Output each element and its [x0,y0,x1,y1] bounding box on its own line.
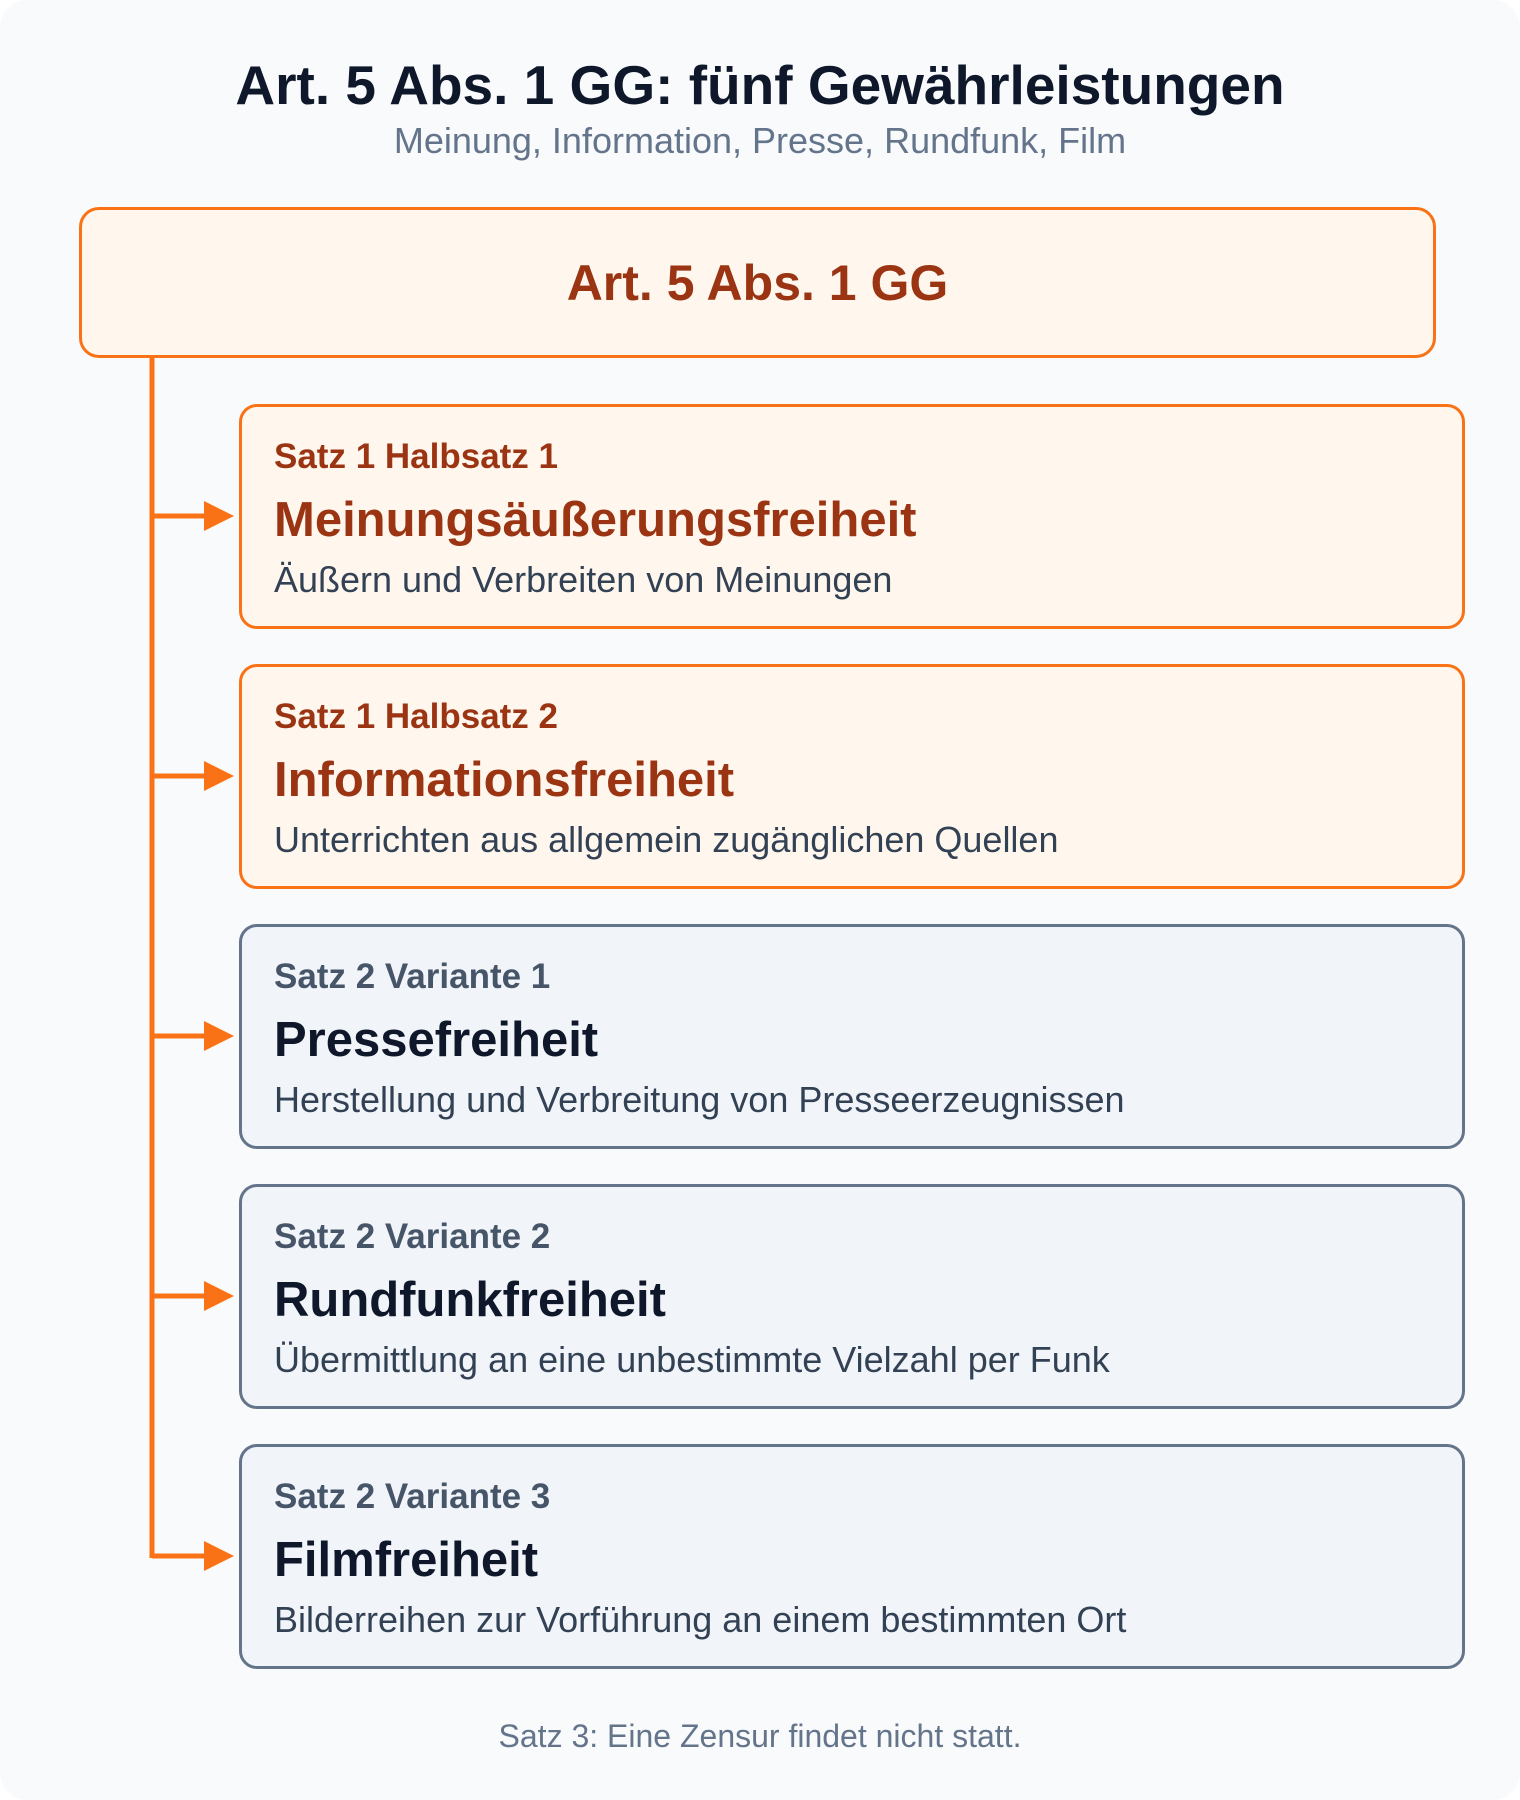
arrowhead-icon [204,1541,234,1571]
root-node [79,207,1436,358]
guarantee-reference: Satz 1 Halbsatz 1 [274,437,558,476]
guarantee-reference: Satz 1 Halbsatz 2 [274,697,558,736]
guarantee-reference: Satz 2 Variante 1 [274,957,551,996]
diagram-title: Art. 5 Abs. 1 GG: fünf Gewährleistungen [235,54,1285,116]
guarantee-name: Filmfreiheit [274,1533,539,1587]
arrowhead-icon [204,1281,234,1311]
guarantee-name: Meinungsäußerungsfreiheit [274,493,917,547]
guarantee-description: Äußern und Verbreiten von Meinungen [274,559,893,600]
guarantee-reference: Satz 2 Variante 2 [274,1217,551,1256]
guarantee-description: Übermittlung an eine unbestimmte Vielzahl per Funk [274,1339,1110,1380]
guarantee-description: Unterrichten aus allgemein zugänglichen Quellen [274,819,1059,860]
guarantee-card-informationsfreiheit [239,664,1465,889]
guarantee-card-rundfunkfreiheit [239,1184,1465,1409]
guarantee-description: Bilderreihen zur Vorführung an einem bestimmten Ort [274,1599,1127,1640]
arrowhead-icon [204,1021,234,1051]
guarantee-name: Pressefreiheit [274,1013,599,1067]
guarantee-name: Informationsfreiheit [274,753,735,807]
arrowhead-icon [204,761,234,791]
guarantee-card-meinungsaeusserungsfreiheit [239,404,1465,629]
footnote: Satz 3: Eine Zensur findet nicht statt. [498,1718,1022,1754]
arrowhead-icon [204,501,234,531]
guarantee-name: Rundfunkfreiheit [274,1273,666,1327]
guarantee-card-pressefreiheit [239,924,1465,1149]
guarantee-description: Herstellung und Verbreitung von Presseerzeugnissen [274,1079,1125,1120]
guarantee-reference: Satz 2 Variante 3 [274,1477,551,1516]
guarantee-card-filmfreiheit [239,1444,1465,1669]
root-node-label: Art. 5 Abs. 1 GG [566,254,949,311]
diagram-subtitle: Meinung, Information, Presse, Rundfunk, Film [393,120,1127,161]
